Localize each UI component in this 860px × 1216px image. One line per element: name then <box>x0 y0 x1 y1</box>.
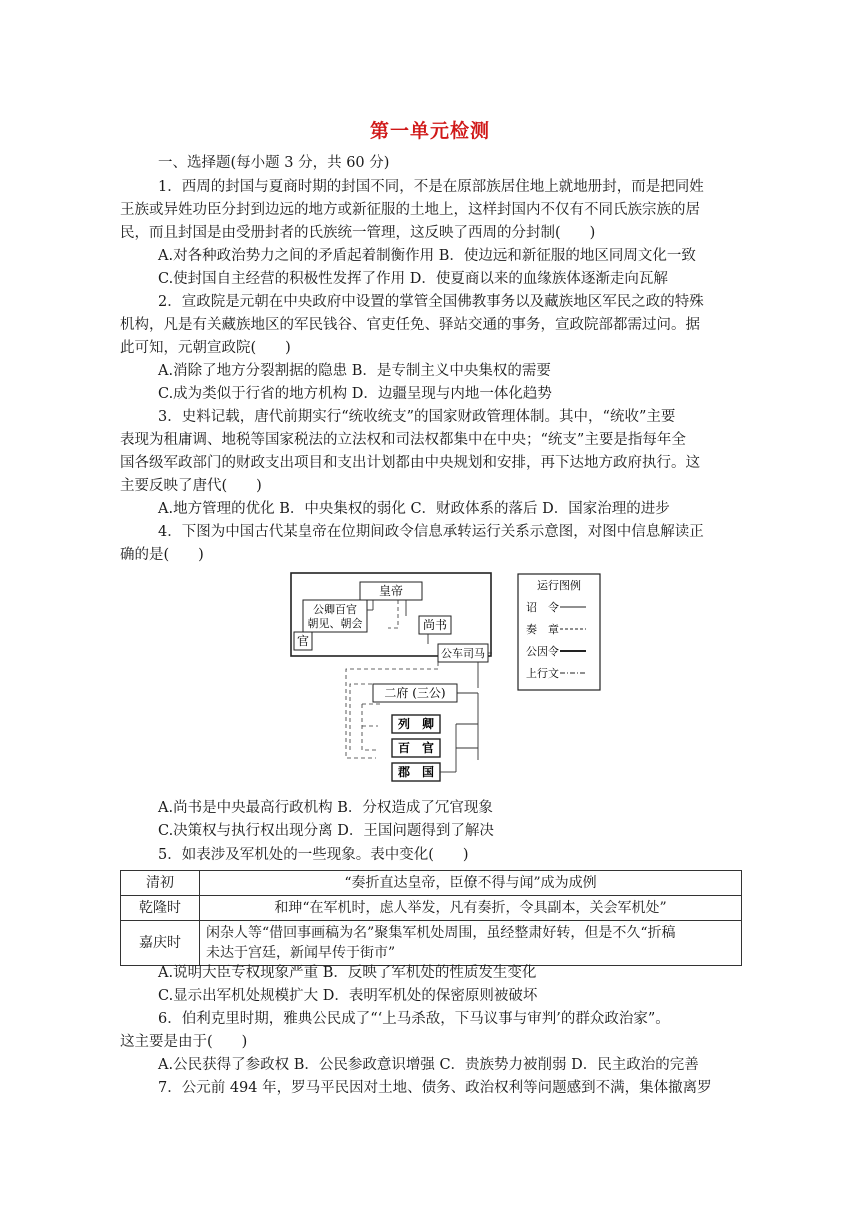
legend-item: 奏 章 <box>526 623 559 636</box>
q3-line: 表现为租庸调、地税等国家税法的立法权和司法权都集中在中央；“统支”主要是指每年全 <box>120 432 686 448</box>
table-row <box>121 896 742 921</box>
table-row <box>121 921 742 966</box>
q5-option: A.说明大臣专权现象严重 B．反映了军机处的性质发生变化 <box>158 965 537 981</box>
q6-option: A.公民获得了参政权 B．公民参政意识增强 C．贵族势力被削弱 D．民主政治的完善 <box>158 1057 699 1073</box>
legend-item: 公因令 <box>526 645 559 658</box>
event-line: 闲杂人等“借回事画稿为名”聚集军机处周围，虽经整肃好转，但是不久“折稿 <box>206 925 676 941</box>
erfu-label: 二府 (三公) <box>384 686 446 700</box>
shangshu-label: 尚书 <box>422 618 448 632</box>
table-row <box>121 871 742 896</box>
legend-title: 运行图例 <box>537 579 581 592</box>
q1-line: 民，而且封国是由受册封者的氏族统一管理，这反映了西周的分封制( ) <box>120 225 596 241</box>
q3-option: A.地方管理的优化 B．中央集权的弱化 C．财政体系的落后 D．国家治理的进步 <box>158 501 670 517</box>
q2-option: A.消除了地方分裂割据的隐患 B．是专制主义中央集权的需要 <box>158 363 551 379</box>
q6-line: 6．伯利克里时期，雅典公民成了“‘上马杀敌，下马议事与审判’的群众政治家”。 <box>158 1011 670 1027</box>
q3-line: 国各级军政部门的财政支出项目和支出计划都由中央规划和安排，再下达地方政府执行。这 <box>120 455 700 471</box>
emperor-label: 皇帝 <box>378 584 404 598</box>
q1-option: C.使封国自主经营的积极性发挥了作用 D．使夏商以来的血缘族体逐渐走向瓦解 <box>158 271 668 287</box>
q1-line: 王族或异姓功臣分封到边远的地方或新征服的土地上，这样封国内不仅有不同氏族宗族的居 <box>120 202 700 218</box>
policy-flow-diagram <box>288 570 608 786</box>
q4-option: A.尚书是中央最高行政机构 B．分权造成了冗官现象 <box>158 800 493 816</box>
legend-item: 上行文 <box>526 667 559 680</box>
q3-line: 3．史料记载，唐代前期实行“统收统支”的国家财政管理体制。其中，“统收”主要 <box>158 409 676 425</box>
q5-stem: 5．如表涉及军机处的一些现象。表中变化( ) <box>158 847 469 863</box>
gongche-label: 公车司马 <box>441 647 485 660</box>
q7-line: 7．公元前 494 年，罗马平民因对土地、债务、政治权利等问题感到不满，集体撤离罗 <box>158 1080 712 1096</box>
q4-option: C.决策权与执行权出现分离 D．王国问题得到了解决 <box>158 823 494 839</box>
event-cell: “奏折直达皇帝，臣僚不得与闻”成为成例 <box>200 871 742 896</box>
period-cell: 乾隆时 <box>121 896 200 921</box>
q2-line: 2．宣政院是元朝在中央政府中设置的掌管全国佛教事务以及藏族地区军民之政的特殊 <box>158 294 704 310</box>
q5-option: C.显示出军机处规模扩大 D．表明军机处的保密原则被破坏 <box>158 988 538 1004</box>
q6-line: 这主要是由于( ) <box>120 1034 248 1050</box>
event-cell: 和珅“在军机时，虑人举发，凡有奏折，令具副本，关会军机处” <box>200 896 742 921</box>
event-line: 未达于宫廷，新闻早传于街市” <box>206 945 396 961</box>
junguo-label: 郡 国 <box>397 765 435 779</box>
page-title: 第一单元检测 <box>369 120 490 142</box>
lieqing-label: 列 卿 <box>397 717 435 731</box>
q2-line: 此可知，元朝宣政院( ) <box>120 340 291 356</box>
event-cell <box>200 921 742 966</box>
q5-table <box>120 870 742 966</box>
section-heading: 一、选择题(每小题 3 分，共 60 分) <box>158 155 390 171</box>
q4-line: 4．下图为中国古代某皇帝在位期间政令信息承转运行关系示意图，对图中信息解读正 <box>158 524 704 540</box>
q4-line: 确的是( ) <box>120 547 204 563</box>
guan-label: 官 <box>296 634 310 648</box>
q1-option: A.对各种政治势力之间的矛盾起着制衡作用 B．使边远和新征服的地区同周文化一致 <box>158 248 696 264</box>
q3-line: 主要反映了唐代( ) <box>120 478 262 494</box>
court-label: 公卿百官 <box>313 603 357 616</box>
period-cell: 嘉庆时 <box>121 921 200 966</box>
court-label: 朝见、朝会 <box>307 617 363 630</box>
baiguan-label: 百 官 <box>397 741 435 755</box>
legend-item: 诏 令 <box>526 601 559 614</box>
q2-option: C.成为类似于行省的地方机构 D．边疆呈现与内地一体化趋势 <box>158 386 552 402</box>
q2-line: 机构，凡是有关藏族地区的军民钱谷、官吏任免、驿站交通的事务，宣政院部都需过问。据 <box>120 317 700 333</box>
q1-line: 1．西周的封国与夏商时期的封国不同，不是在原部族居住地上就地册封，而是把同姓 <box>158 179 704 195</box>
period-cell: 清初 <box>121 871 200 896</box>
